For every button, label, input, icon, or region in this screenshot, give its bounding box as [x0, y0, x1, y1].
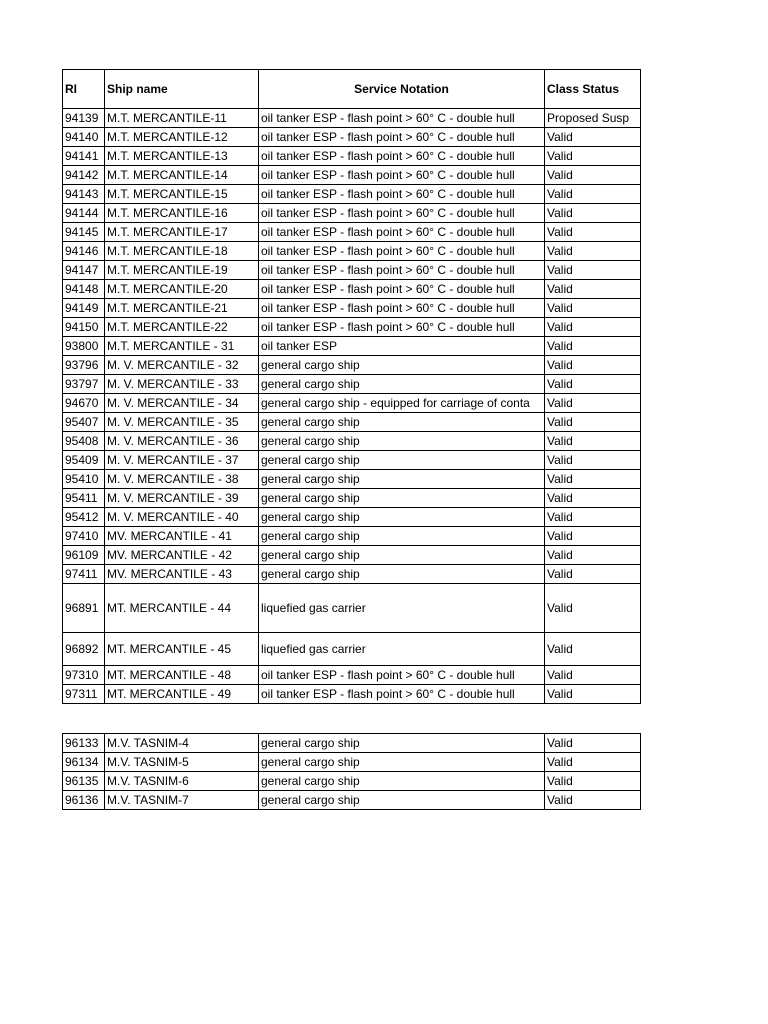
cell-class-status: Valid [545, 584, 641, 633]
cell-service-notation: oil tanker ESP - flash point > 60° C - double hull [259, 318, 545, 337]
cell-ship-name: M.V. TASNIM-5 [105, 753, 259, 772]
cell-ship-name: M.T. MERCANTILE-13 [105, 147, 259, 166]
cell-class-status: Valid [545, 633, 641, 666]
cell-service-notation: oil tanker ESP - flash point > 60° C - double hull [259, 685, 545, 704]
cell-service-notation: oil tanker ESP - flash point > 60° C - double hull [259, 166, 545, 185]
cell-service-notation: oil tanker ESP - flash point > 60° C - double hull [259, 147, 545, 166]
header-service-notation: Service Notation [259, 70, 545, 109]
cell-ri: 96109 [63, 546, 105, 565]
cell-ship-name: M.T. MERCANTILE-17 [105, 223, 259, 242]
cell-ri: 94143 [63, 185, 105, 204]
cell-ri: 97310 [63, 666, 105, 685]
cell-class-status: Valid [545, 356, 641, 375]
table-row [63, 685, 641, 704]
table-row [63, 337, 641, 356]
cell-ri: 94144 [63, 204, 105, 223]
cell-service-notation: oil tanker ESP - flash point > 60° C - double hull [259, 185, 545, 204]
cell-ship-name: M. V. MERCANTILE - 34 [105, 394, 259, 413]
cell-class-status: Valid [545, 791, 641, 810]
cell-ri: 95407 [63, 413, 105, 432]
cell-ri: 94147 [63, 261, 105, 280]
table-row [63, 185, 641, 204]
table-row [63, 489, 641, 508]
cell-service-notation: liquefied gas carrier [259, 584, 545, 633]
cell-class-status: Valid [545, 337, 641, 356]
cell-ri: 96136 [63, 791, 105, 810]
cell-class-status: Valid [545, 204, 641, 223]
cell-ri: 93797 [63, 375, 105, 394]
cell-ship-name: M. V. MERCANTILE - 40 [105, 508, 259, 527]
table-row [63, 166, 641, 185]
cell-service-notation: general cargo ship [259, 565, 545, 584]
cell-class-status: Valid [545, 666, 641, 685]
cell-ri: 95411 [63, 489, 105, 508]
cell-class-status: Valid [545, 734, 641, 753]
ship-table-tasnim [62, 733, 641, 810]
cell-ri: 95408 [63, 432, 105, 451]
cell-ri: 96891 [63, 584, 105, 633]
cell-class-status: Valid [545, 772, 641, 791]
cell-service-notation: general cargo ship [259, 375, 545, 394]
table-header-row [63, 70, 641, 109]
cell-ri: 97311 [63, 685, 105, 704]
cell-service-notation: general cargo ship [259, 508, 545, 527]
table-row [63, 280, 641, 299]
cell-class-status: Valid [545, 753, 641, 772]
cell-service-notation: oil tanker ESP - flash point > 60° C - double hull [259, 280, 545, 299]
table-row [63, 318, 641, 337]
cell-service-notation: general cargo ship [259, 546, 545, 565]
cell-service-notation: oil tanker ESP - flash point > 60° C - double hull [259, 242, 545, 261]
cell-ship-name: M.T. MERCANTILE-15 [105, 185, 259, 204]
cell-ri: 96892 [63, 633, 105, 666]
cell-service-notation: oil tanker ESP [259, 337, 545, 356]
cell-ship-name: MT. MERCANTILE - 48 [105, 666, 259, 685]
cell-ship-name: M. V. MERCANTILE - 35 [105, 413, 259, 432]
cell-ship-name: MV. MERCANTILE - 42 [105, 546, 259, 565]
table-row [63, 261, 641, 280]
cell-class-status: Valid [545, 128, 641, 147]
cell-class-status: Valid [545, 185, 641, 204]
cell-ship-name: M.V. TASNIM-7 [105, 791, 259, 810]
cell-ship-name: M.T. MERCANTILE-18 [105, 242, 259, 261]
cell-ship-name: M. V. MERCANTILE - 38 [105, 470, 259, 489]
table-row [63, 223, 641, 242]
table-row [63, 508, 641, 527]
cell-service-notation: general cargo ship [259, 413, 545, 432]
cell-service-notation: general cargo ship [259, 753, 545, 772]
cell-class-status: Valid [545, 375, 641, 394]
cell-ship-name: M. V. MERCANTILE - 32 [105, 356, 259, 375]
cell-ri: 94670 [63, 394, 105, 413]
cell-ri: 95409 [63, 451, 105, 470]
table-row [63, 470, 641, 489]
table-body [63, 734, 641, 810]
cell-service-notation: oil tanker ESP - flash point > 60° C - double hull [259, 109, 545, 128]
cell-service-notation: oil tanker ESP - flash point > 60° C - double hull [259, 128, 545, 147]
cell-ri: 97411 [63, 565, 105, 584]
cell-ri: 94141 [63, 147, 105, 166]
cell-class-status: Valid [545, 451, 641, 470]
table-row [63, 394, 641, 413]
cell-ship-name: M.T. MERCANTILE-19 [105, 261, 259, 280]
table-row [63, 734, 641, 753]
table-row [63, 527, 641, 546]
cell-service-notation: general cargo ship - equipped for carriage of conta [259, 394, 545, 413]
cell-class-status: Valid [545, 565, 641, 584]
cell-ri: 94149 [63, 299, 105, 318]
cell-ship-name: MV. MERCANTILE - 41 [105, 527, 259, 546]
cell-class-status: Valid [545, 147, 641, 166]
cell-ri: 95410 [63, 470, 105, 489]
cell-ship-name: M. V. MERCANTILE - 37 [105, 451, 259, 470]
cell-ship-name: M.T. MERCANTILE-22 [105, 318, 259, 337]
cell-ship-name: MV. MERCANTILE - 43 [105, 565, 259, 584]
cell-ri: 93796 [63, 356, 105, 375]
cell-class-status: Valid [545, 166, 641, 185]
cell-ship-name: MT. MERCANTILE - 49 [105, 685, 259, 704]
cell-ri: 94142 [63, 166, 105, 185]
table-row [63, 356, 641, 375]
cell-service-notation: general cargo ship [259, 356, 545, 375]
table-row [63, 375, 641, 394]
cell-ship-name: M.T. MERCANTILE-11 [105, 109, 259, 128]
table-row [63, 753, 641, 772]
table-row [63, 147, 641, 166]
table-row [63, 633, 641, 666]
header-ship-name: Ship name [105, 70, 259, 109]
cell-ship-name: M.T. MERCANTILE-21 [105, 299, 259, 318]
cell-ship-name: MT. MERCANTILE - 44 [105, 584, 259, 633]
cell-ri: 95412 [63, 508, 105, 527]
header-class-status: Class Status [545, 70, 641, 109]
table-row [63, 432, 641, 451]
cell-class-status: Valid [545, 299, 641, 318]
cell-ri: 94146 [63, 242, 105, 261]
table-row [63, 666, 641, 685]
table-row [63, 109, 641, 128]
cell-service-notation: oil tanker ESP - flash point > 60° C - double hull [259, 666, 545, 685]
cell-ri: 93800 [63, 337, 105, 356]
cell-ri: 97410 [63, 527, 105, 546]
table-row [63, 413, 641, 432]
cell-ship-name: M.T. MERCANTILE-16 [105, 204, 259, 223]
cell-service-notation: oil tanker ESP - flash point > 60° C - double hull [259, 223, 545, 242]
table-row [63, 451, 641, 470]
cell-ship-name: M. V. MERCANTILE - 39 [105, 489, 259, 508]
table-row [63, 772, 641, 791]
header-ri: RI [63, 70, 105, 109]
cell-service-notation: general cargo ship [259, 470, 545, 489]
cell-class-status: Valid [545, 261, 641, 280]
cell-class-status: Valid [545, 508, 641, 527]
table-body [63, 109, 641, 704]
cell-class-status: Valid [545, 280, 641, 299]
cell-service-notation: general cargo ship [259, 451, 545, 470]
cell-ri: 96133 [63, 734, 105, 753]
cell-class-status: Valid [545, 685, 641, 704]
cell-service-notation: oil tanker ESP - flash point > 60° C - double hull [259, 299, 545, 318]
table-row [63, 584, 641, 633]
cell-ri: 94139 [63, 109, 105, 128]
cell-ship-name: M.T. MERCANTILE-20 [105, 280, 259, 299]
cell-ri: 94150 [63, 318, 105, 337]
cell-service-notation: general cargo ship [259, 734, 545, 753]
cell-ship-name: M.T. MERCANTILE-12 [105, 128, 259, 147]
table-row [63, 204, 641, 223]
table-row [63, 546, 641, 565]
cell-service-notation: general cargo ship [259, 772, 545, 791]
cell-class-status: Valid [545, 394, 641, 413]
cell-ship-name: M.V. TASNIM-6 [105, 772, 259, 791]
cell-class-status: Valid [545, 527, 641, 546]
cell-ship-name: M. V. MERCANTILE - 36 [105, 432, 259, 451]
table-row [63, 565, 641, 584]
cell-service-notation: oil tanker ESP - flash point > 60° C - double hull [259, 204, 545, 223]
cell-class-status: Valid [545, 470, 641, 489]
cell-ship-name: M.V. TASNIM-4 [105, 734, 259, 753]
cell-ri: 96135 [63, 772, 105, 791]
cell-ship-name: M. V. MERCANTILE - 33 [105, 375, 259, 394]
cell-ship-name: M.T. MERCANTILE-14 [105, 166, 259, 185]
cell-class-status: Valid [545, 413, 641, 432]
cell-service-notation: general cargo ship [259, 527, 545, 546]
cell-class-status: Valid [545, 223, 641, 242]
cell-ship-name: MT. MERCANTILE - 45 [105, 633, 259, 666]
cell-ri: 94148 [63, 280, 105, 299]
ship-table-mercantile [62, 69, 641, 704]
cell-class-status: Valid [545, 432, 641, 451]
cell-service-notation: liquefied gas carrier [259, 633, 545, 666]
table-row [63, 242, 641, 261]
cell-service-notation: oil tanker ESP - flash point > 60° C - double hull [259, 261, 545, 280]
cell-ship-name: M.T. MERCANTILE - 31 [105, 337, 259, 356]
cell-class-status: Valid [545, 489, 641, 508]
cell-service-notation: general cargo ship [259, 432, 545, 451]
cell-service-notation: general cargo ship [259, 791, 545, 810]
cell-class-status: Valid [545, 318, 641, 337]
table-row [63, 791, 641, 810]
cell-ri: 96134 [63, 753, 105, 772]
cell-service-notation: general cargo ship [259, 489, 545, 508]
table-row [63, 299, 641, 318]
cell-class-status: Proposed Susp [545, 109, 641, 128]
table-row [63, 128, 641, 147]
cell-ri: 94145 [63, 223, 105, 242]
cell-class-status: Valid [545, 242, 641, 261]
cell-ri: 94140 [63, 128, 105, 147]
cell-class-status: Valid [545, 546, 641, 565]
